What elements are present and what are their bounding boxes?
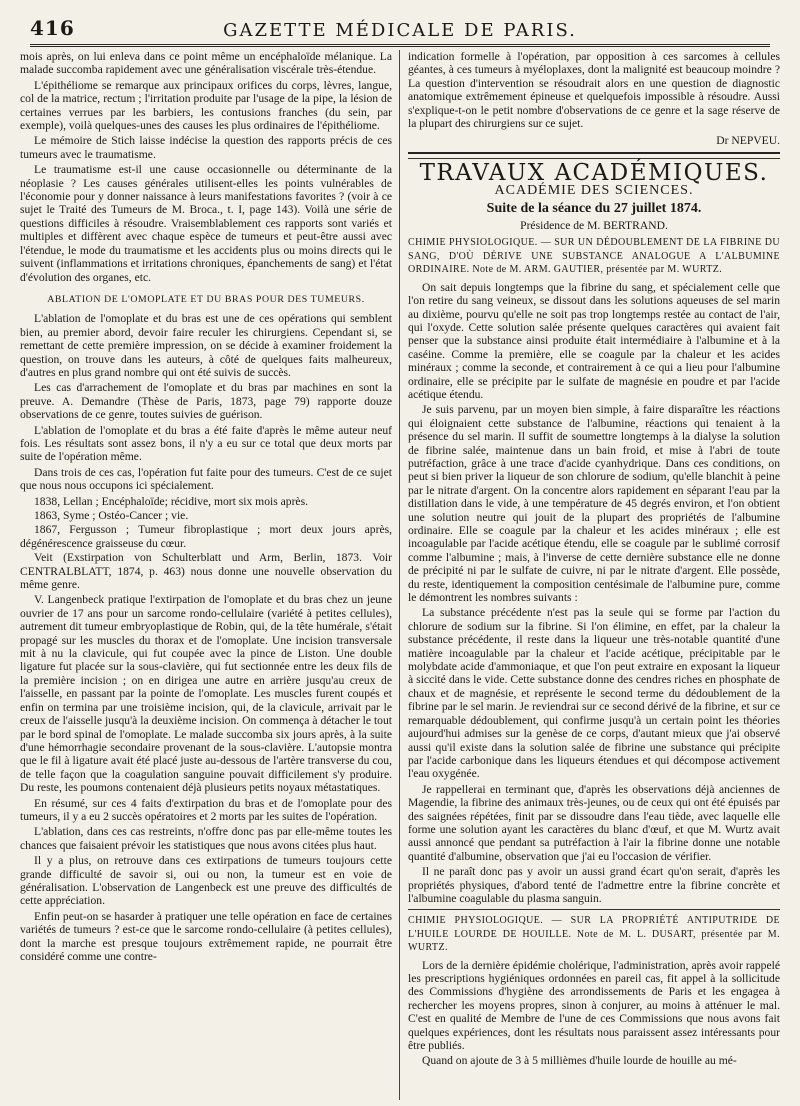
paragraph: Je suis parvenu, par un moyen bien simple, à faire disparaître les réactions qui éloignaient cette substance de l'albumine, réactions qui tenaient à la présence du sel marin. Il suffit de soumettre longtemps à la dialyse la solution de fibrine salée, maintenue dans un bain froid, et mise à l'abri de toute putréfaction, grâce à une trace d'acide cyanhydrique. Dans ces conditions, on peut si bien priver la liqueur de son chlorure de sodium, qu'elle blanchit à peine par le nitrate d'argent. On la concentre alors rapidement en séparant l'eau par la distillation dans le vide, à une température de 45 degrés environ, et l'on obtient une solution neutre qui jouit de la plupart des propriétés de l'albumine ordinaire. Elle se coagule par la chaleur et les acides minéraux ; elle est incoagulable par l'acide acétique étendu, elle se coagule par le sublimé corrosif comme l'albumine ; mais, à l'inverse de cette dernière substance elle ne donne de précipité ni par le sulfate de cuivre, ni par le nitrate d'argent. Elle possède, du reste, identiquement la composition centésimale de l'albumine pure, comme le démontrent les nombres suivants :	[408, 403, 780, 605]
paragraph: Veit (Exstirpation von Schulterblatt und Arm, Berlin, 1873. Voir CENTRALBLATT, 1874, p. 463) nous donne une nouvelle observation du même genre.	[20, 551, 392, 592]
paragraph: Il ne paraît donc pas y avoir un aussi grand écart qu'on serait, d'après les propriétés physiques, d'abord tenté de l'admettre entre la fibrine concrète et l'albumine coagulable du plasma sanguin.	[408, 865, 780, 905]
paragraph: En résumé, sur ces 4 faits d'extirpation du bras et de l'omoplate pour des tumeurs, il y a eu 2 succès opératoires et 2 morts par les suites de l'opération.	[20, 796, 392, 823]
paragraph: V. Langenbeck pratique l'extirpation de l'omoplate et du bras chez un jeune ouvrier de 17 ans pour un sarcome rondo-cellulaire (variété à petites cellules), autrement dit tumeur embryoplastique de Robin, qui, de la tête humérale, s'était propagé sur les muscles du thorax et de l'omoplate. Une incision transversale mit à nu la clavicule, qui fut coupée avec la pince de Liston. Une double ligature fut placée sur la sous-clavière, qui fut sectionnée entre les deux fils de la première incision ; on en dirigea une autre en arrière jusqu'au creux de l'aisselle, en passant par la pointe de l'omoplate. Les muscles furent coupés et enfin on termina par une troisième incision, qui, de la clavicule, arrivait par le creux de l'aisselle jusqu'à la deuxième incision. On commença à détacher le tout par le bord spinal de l'omoplate. Le malade succomba six jours après, à la suite d'une hémorrhagie secondaire provenant de la sous-clavière. L'autopsie montra que le fil à ligature avait été placé juste au-dessous de l'artère transverse du cou, de telle façon que la coagulation sanguine pouvait difficilement s'y produire. Du reste, les poumons contenaient déjà plusieurs petits noyaux métastatiques.	[20, 593, 392, 795]
list-item: 1863, Syme ; Ostéo-Cancer ; vie.	[34, 509, 189, 522]
paragraph: Il y a plus, on retrouve dans ces extirpations de tumeurs toujours cette grande difficulté de savoir si, oui ou non, la tumeur est en voie de généralisation. L'observation de Langenbeck est une preuve des difficultés de cette appréciation.	[20, 854, 392, 908]
right-column	[408, 50, 780, 1100]
journal-title: GAZETTE MÉDICALE DE PARIS.	[223, 20, 577, 41]
divider	[408, 152, 780, 154]
case-list	[20, 495, 392, 551]
page-header	[30, 14, 770, 47]
paragraph: Les cas d'arrachement de l'omoplate et du bras par machines en sont la preuve. A. Demandre (Thèse de Paris, 1873, page 79) rapporte douze observations de ce genre, toutes suivies de guérison.	[20, 381, 392, 422]
list-item: 1838, Lellan ; Encéphaloïde; récidive, mort six mois après.	[34, 494, 308, 508]
session-title: Suite de la séance du 27 juillet 1874.	[486, 200, 702, 216]
presidency-line: Présidence de M. BERTRAND.	[520, 219, 668, 233]
paragraph: L'ablation de l'omoplate et du bras est une de ces opérations qui semblent bien, au premier abord, devoir faire reculer les chirurgiens. Cependant si, se remettant de cette première impression, on se décide à examiner froidement la question, on trouve dans les auteurs, à côté de quelques faits malheureux, d'autres en plus grand nombre qui ont été suivis de succès.	[20, 312, 392, 379]
list-item: 1867, Fergusson ; Tumeur fibroplastique ; mort deux jours après, dégénérescence graisseuse du cœur.	[20, 523, 392, 550]
author-signature: Dr NEPVEU.	[716, 134, 780, 148]
paragraph: Dans trois de ces cas, l'opération fut faite pour des tumeurs. C'est de ce sujet que nous nous occupons ici spécialement.	[20, 465, 392, 493]
paragraph: Enfin peut-on se hasarder à pratiquer une telle opération en face de certaines variétés de tumeurs ? est-ce que le sarcome rondo-cellulaire (à petites cellules), dont la marche est presque toujours extrêmement rapide, ne pourrait être considéré comme une contre-	[20, 909, 392, 963]
article-heading: CHIMIE PHYSIOLOGIQUE. — SUR UN DÉDOUBLEMENT DE LA FIBRINE DU SANG, D'OÙ DÉRIVE UNE SUBSTANCE ANALOGUE A L'ALBUMINE ORDINAIRE. Note de M. ARM. GAUTIER, présentée par M. WURTZ.	[408, 237, 780, 276]
paragraph: On sait depuis longtemps que la fibrine du sang, et spécialement celle que l'on retire du sang veineux, se dissout dans les solutions aqueuses de sel marin au dixième, pourvu qu'elle ne soit pas trop longtemps restée au contact de l'air, qui l'oxyde. Cette solution salée présente quelques caractères qui avaient fait penser que la substance ainsi produite était intermédiaire à l'albumine et à la caséine. Comme la première, elle se coagule par la chaleur et les acides minéraux ; comme la seconde, et contrairement à ce qui a lieu pour l'albumine ordinaire, elle se précipite par le sulfate de magnésie en poudre et par l'acide acétique étendu.	[408, 280, 780, 401]
section-title: TRAVAUX ACADÉMIQUES.	[419, 159, 769, 186]
paragraph: mois après, on lui enleva dans ce point même un encéphaloïde mélanique. La malade succomba rapidement avec une généralisation viscérale très-étendue.	[20, 50, 392, 77]
academy-name: ACADÉMIE DES SCIENCES.	[494, 183, 694, 199]
paragraph: Le traumatisme est-il une cause occasionnelle ou déterminante de la néoplasie ? Les causes générales utilisent-elles les points vulnérables de l'économie pour y donner naissance à leurs manifestations favorites ? (voir à ce sujet le Traité des Tumeurs de M. Broca., t. I, page 143). Voilà une série de questions difficiles à résoudre. Vraisemblablement ces rapports sont variés et multiples et diffèrent avec chaque espèce de tumeurs et peut-être aussi avec l'étendue, le mode du traumatisme et les accidents plus ou moins directs qui le suivent (inflammations et irritations chroniques, épanchements de sang) et l'état d'évolution des organes, etc.	[20, 163, 392, 284]
divider	[408, 158, 780, 159]
paragraph: La substance précédente n'est pas la seule qui se forme par l'action du chlorure de sodium sur la fibrine. Si l'on élimine, en effet, par la chaleur la substance précédente, il reste dans la liqueur une très-notable quantité d'une matière incoagulable par la chaleur et l'acide acétique, précipitable par le molybdate acide d'ammoniaque, et que l'on peut extraire en exposant la liqueur à siccité dans le vide. Cette substance donne des cendres riches en phosphate de chaux et de magnésie, et représente le second terme du dédoublement de la fibrine par le sel marin. Je reviendrai sur ce second dérivé de la fibrine, et sur ce remarquable dédoublement, qui confirme jusqu'à un certain point les théories aujourd'hui admises sur la genèse de ce corps, d'autant mieux que j'ai observé aussi qu'il existe dans la solution salée de fibrine une substance qui précipite par l'acide carbonique dans les liqueurs étendues et qui décompose activement l'eau oxygénée.	[408, 606, 780, 781]
paragraph: Le mémoire de Stich laisse indécise la question des rapports précis de ces tumeurs avec le traumatisme.	[20, 134, 392, 161]
article-heading: CHIMIE PHYSIOLOGIQUE. — SUR LA PROPRIÉTÉ ANTIPUTRIDE DE L'HUILE LOURDE DE HOUILLE. Note de M. L. DUSART, présentée par M. WURTZ.	[408, 915, 780, 954]
column-rule	[399, 50, 400, 1100]
paragraph: Je rappellerai en terminant que, d'après les observations déjà anciennes de Magendie, la fibrine des animaux très-jeunes, ou de ceux qui ont été épuisés par des saignées répétées, finit par se dissoudre dans l'eau tiède, avec laquelle elle forme une solution ayant les caractères du blanc d'œuf, et que M. Wurtz avait aussi annoncé que pendant sa putréfaction à l'air la fibrine donne une notable quantité d'albumine, observation que j'ai eu l'occasion de vérifier.	[408, 782, 780, 863]
paragraph: Lors de la dernière épidémie cholérique, l'administration, après avoir rappelé les prescriptions hygiéniques ordonnées en pareil cas, fit appel à la sollicitude des Commissions d'hygiène des arrondissements de Paris et les engagea à rechercher les moyens propres, sinon à conjurer, au moins à atténuer le mal. C'est en qualité de Membre de l'une de ces Commissions que nous avons fait quelques expériences, dont les résultats nous paraissent assez intéressants pour être publiés.	[408, 958, 780, 1053]
paragraph: Quand on ajoute de 3 à 5 millièmes d'huile lourde de houille au mé-	[422, 1054, 737, 1068]
paragraph: L'épithéliome se remarque aux principaux orifices du corps, lèvres, langue, col de la matrice, rectum ; l'irritation produite par l'usage de la pipe, la lésion de certaines verrues par les barbiers, les contusions franches (du sein, par exemple), voilà quelques-unes des causes les plus ordinaires de l'épithéliome.	[20, 78, 392, 133]
left-column	[20, 50, 392, 1100]
section-heading: ABLATION DE L'OMOPLATE ET DU BRAS POUR DES TUMEURS.	[47, 293, 365, 305]
divider	[408, 909, 780, 910]
paragraph: indication formelle à l'opération, par opposition à ces sarcomes à cellules géantes, à ces tumeurs à myéloplaxes, dont la malignité est beaucoup moindre ? La question d'intervention se résoudrait alors en une question de diagnostic anatomique extrêmement épineuse et quelquefois impossible à résoudre. Aussi s'explique-t-on le petit nombre d'observations de ce genre et la sage réserve de la plupart des chirurgiens sur ce sujet.	[408, 50, 780, 131]
paragraph: L'ablation de l'omoplate et du bras a été faite d'après le même auteur neuf fois. Les résultats sont assez bons, il n'y a eu sur ce total que deux morts par suite de l'opération même.	[20, 423, 392, 464]
paragraph: L'ablation, dans ces cas restreints, n'offre donc pas par elle-même toutes les chances que faisaient prévoir les statistiques que nous avons citées plus haut.	[20, 825, 392, 852]
page-number: 416	[30, 16, 75, 40]
